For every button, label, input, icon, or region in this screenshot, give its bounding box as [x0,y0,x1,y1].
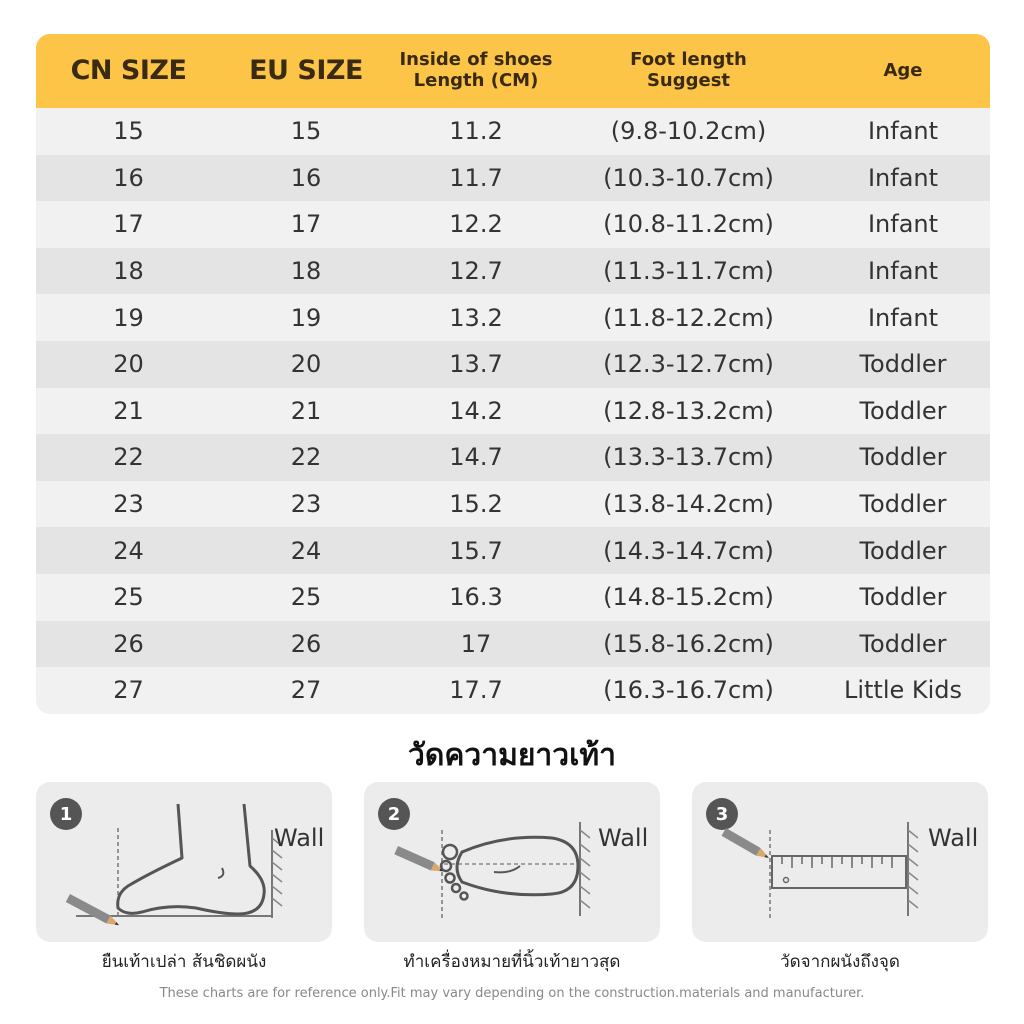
measure-title: วัดความยาวเท้า [407,738,616,773]
cell-eu: 17 [290,210,322,239]
cell-foot: (13.8-14.2cm) [603,490,774,519]
cell-cn: 16 [113,163,144,192]
step-card-3 [692,782,988,942]
cell-foot: (11.8-12.2cm) [603,303,774,332]
cell-age: Infant [867,303,939,332]
table-row [36,341,990,388]
cell-eu: 16 [290,163,322,192]
wall-label-3: Wall [928,824,979,852]
cell-inside: 17.7 [449,676,503,705]
header-cn-size: CN SIZE [70,55,187,87]
cell-age: Infant [867,163,939,192]
cell-foot: (12.3-12.7cm) [603,350,774,379]
cell-cn: 15 [113,117,144,146]
header-foot-line2: Suggest [646,70,731,91]
foot-side-icon [36,782,332,942]
cell-age: Toddler [859,490,947,519]
cell-foot: (15.8-16.2cm) [603,629,774,658]
cell-foot: (13.3-13.7cm) [603,443,774,472]
table-header [36,34,990,108]
cell-age: Toddler [859,350,947,379]
table-row [36,248,990,295]
cell-cn: 23 [113,490,144,519]
table-row [36,388,990,435]
cell-age: Infant [867,210,939,239]
cell-inside: 11.2 [449,117,503,146]
cell-cn: 26 [113,629,144,658]
cell-age: Toddler [859,536,947,565]
cell-eu: 27 [290,676,322,705]
cell-age: Toddler [859,443,947,472]
cell-foot: (10.3-10.7cm) [603,163,774,192]
cell-foot: (11.3-11.7cm) [603,257,774,286]
cell-inside: 13.2 [449,303,503,332]
cell-cn: 20 [113,350,144,379]
header-eu-size: EU SIZE [249,55,363,87]
cell-inside: 12.7 [449,257,503,286]
cell-inside: 12.2 [449,210,503,239]
wall-label-1: Wall [274,824,325,852]
table-row [36,108,990,155]
cell-foot: (9.8-10.2cm) [610,117,767,146]
cell-inside: 15.2 [449,490,503,519]
footnote: These charts are for reference only.Fit may vary depending on the construction.materials and manufacturer. [159,986,865,1001]
cell-age: Toddler [859,583,947,612]
cell-cn: 21 [113,396,144,425]
header-inside-length [391,50,561,91]
header-age: Age [883,59,923,81]
table-row [36,434,990,481]
cell-cn: 27 [113,676,144,705]
cell-foot: (12.8-13.2cm) [603,396,774,425]
cell-inside: 14.2 [449,396,503,425]
table-row [36,201,990,248]
cell-inside: 15.7 [449,536,503,565]
step-badge-1: 1 [50,798,82,830]
cell-cn: 17 [113,210,144,239]
cell-age: Toddler [859,629,947,658]
ruler-icon [692,782,988,942]
table-row [36,574,990,621]
cell-cn: 25 [113,583,144,612]
cell-inside: 16.3 [449,583,503,612]
wall-label-2: Wall [598,824,649,852]
cell-foot: (16.3-16.7cm) [603,676,774,705]
cell-age: Little Kids [843,676,963,705]
table-row [36,527,990,574]
cell-foot: (14.8-15.2cm) [603,583,774,612]
cell-eu: 25 [290,583,322,612]
step-badge-2: 2 [378,798,410,830]
cell-inside: 17 [460,629,492,658]
cell-cn: 18 [113,257,144,286]
cell-eu: 20 [290,350,322,379]
table-row [36,481,990,528]
header-inside-line2: Length (CM) [413,70,539,91]
step-badge-3: 3 [706,798,738,830]
cell-eu: 26 [290,629,322,658]
cell-cn: 24 [113,536,144,565]
step-caption-3: วัดจากผนังถึงจุด [780,952,900,972]
cell-inside: 14.7 [449,443,503,472]
cell-eu: 18 [290,257,322,286]
step-caption-2: ทำเครื่องหมายที่นิ้วเท้ายาวสุด [403,952,621,972]
cell-eu: 23 [290,490,322,519]
cell-age: Infant [867,117,939,146]
table-row [36,155,990,202]
table-row [36,667,990,714]
cell-age: Toddler [859,396,947,425]
step-card-1 [36,782,332,942]
step-caption-1: ยืนเท้าเปล่า ส้นชิดผนัง [101,952,267,972]
table-row [36,621,990,668]
cell-eu: 21 [290,396,322,425]
foot-top-icon [364,782,660,942]
table-body [36,108,990,714]
table-row [36,294,990,341]
cell-cn: 19 [113,303,144,332]
cell-eu: 19 [290,303,322,332]
cell-foot: (10.8-11.2cm) [603,210,774,239]
cell-eu: 22 [290,443,322,472]
cell-inside: 13.7 [449,350,503,379]
cell-age: Infant [867,257,939,286]
step-card-2 [364,782,660,942]
header-foot-length [561,50,816,91]
cell-inside: 11.7 [449,163,503,192]
size-chart-table [36,34,990,714]
cell-cn: 22 [113,443,144,472]
cell-eu: 15 [290,117,322,146]
header-foot-line1: Foot length [630,49,747,71]
header-inside-line1: Inside of shoes [399,49,553,71]
cell-eu: 24 [290,536,322,565]
cell-foot: (14.3-14.7cm) [603,536,774,565]
